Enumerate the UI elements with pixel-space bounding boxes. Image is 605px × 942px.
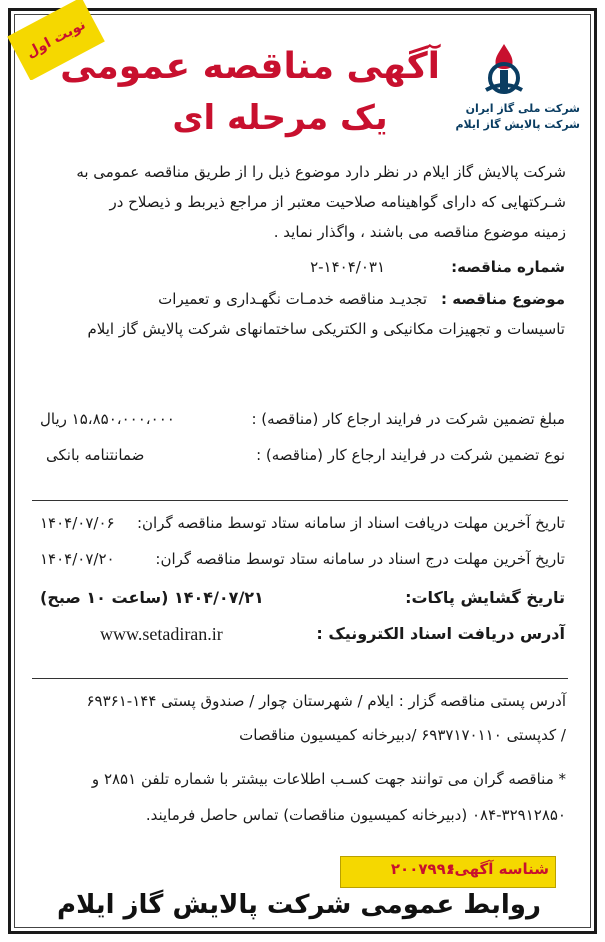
nigc-logo-icon <box>476 40 532 100</box>
intro-line-1: شرکت پالایش گاز ایلام در نظر دارد موضوع ذیل را از طریق مناقصه عمومی به <box>76 163 566 181</box>
contact-note-line-1: * مناقصه گران می توانند جهت کسـب اطلاعات بیشتر با شماره تلفن ۲۸۵۱ و <box>91 770 566 788</box>
first-round-badge-label: نوبت اول <box>7 0 105 80</box>
deadline-receive-label: تاریخ آخرین مهلت دریافت اسناد از سامانه ستاد توسط مناقصه گران: <box>136 514 565 532</box>
deadline-receive-value: ۱۴۰۴/۰۷/۰۶ <box>40 514 115 532</box>
public-relations-footer: روابط عمومی شرکت پالایش گاز ایلام <box>57 890 541 920</box>
tender-subject-line-2: تاسیسات و تجهیزات مکانیکی و الکتریکی ساختمانهای شرکت پالایش گاز ایلام <box>87 320 565 338</box>
tender-number-label: شماره مناقصه: <box>451 258 565 276</box>
divider-1 <box>32 500 568 501</box>
ad-inner-frame <box>14 14 591 928</box>
intro-line-2: شـرکتهایی که دارای گواهینامه صلاحیت معتبر از مراجع ذیربط و ذیصلاح در <box>109 193 566 211</box>
company-name-national: شرکت ملی گاز ایران <box>465 102 580 115</box>
electronic-docs-label: آدرس دریافت اسناد الکترونیک : <box>316 624 565 643</box>
guarantee-type-value: ضمانتنامه بانکی <box>46 446 145 464</box>
tender-subject-label: موضوع مناقصه : <box>440 290 565 308</box>
postal-address-line-1: آدرس پستی مناقصه گزار : ایلام / شهرستان چوار / صندوق پستی ۱۴۴-۶۹۳۶۱ <box>86 692 566 710</box>
guarantee-amount-value: ۱۵،۸۵۰،۰۰۰،۰۰۰ ریال <box>40 410 175 428</box>
intro-line-3: زمینه موضوع مناقصه می باشند ، واگذار نماید . <box>273 223 566 241</box>
company-name-refinery: شرکت پالایش گاز ایلام <box>455 118 580 131</box>
postal-address-line-2: / کدپستی ۶۹۳۷۱۷۰۱۱۰ /دبیرخانه کمیسیون مناقصات <box>239 726 566 744</box>
setad-website-link[interactable]: www.setadiran.ir <box>100 624 223 644</box>
ad-id-value: ۲۰۰۷۹۹۶ <box>390 860 455 878</box>
divider-2 <box>32 678 568 679</box>
deadline-submit-label: تاریخ آخرین مهلت درج اسناد در سامانه ستاد توسط مناقصه گران: <box>155 550 565 568</box>
tender-number-value: ۲-۱۴۰۴/۰۳۱ <box>310 258 385 276</box>
guarantee-type-label: نوع تضمین شرکت در فرایند ارجاع کار (مناقصه) : <box>256 446 565 464</box>
page-subtitle: یک مرحله ای <box>172 98 388 138</box>
page-title: آگهی مناقصه عمومی <box>60 46 440 87</box>
tender-subject-line-1: تجدیـد مناقصه خدمـات نگهـداری و تعمیرات <box>158 290 427 308</box>
guarantee-amount-label: مبلغ تضمین شرکت در فرایند ارجاع کار (مناقصه) : <box>251 410 565 428</box>
opening-value: ۱۴۰۴/۰۷/۲۱ (ساعت ۱۰ صبح) <box>40 588 264 607</box>
ad-id-label: شناسه آگهی: <box>448 860 549 878</box>
contact-note-line-2: ۰۸۴-۳۲۹۱۲۸۵۰ (دبیرخانه کمیسیون مناقصات) تماس حاصل فرمایند. <box>145 806 566 824</box>
opening-label: تاریخ گشایش پاکات: <box>405 588 565 607</box>
deadline-submit-value: ۱۴۰۴/۰۷/۲۰ <box>40 550 115 568</box>
